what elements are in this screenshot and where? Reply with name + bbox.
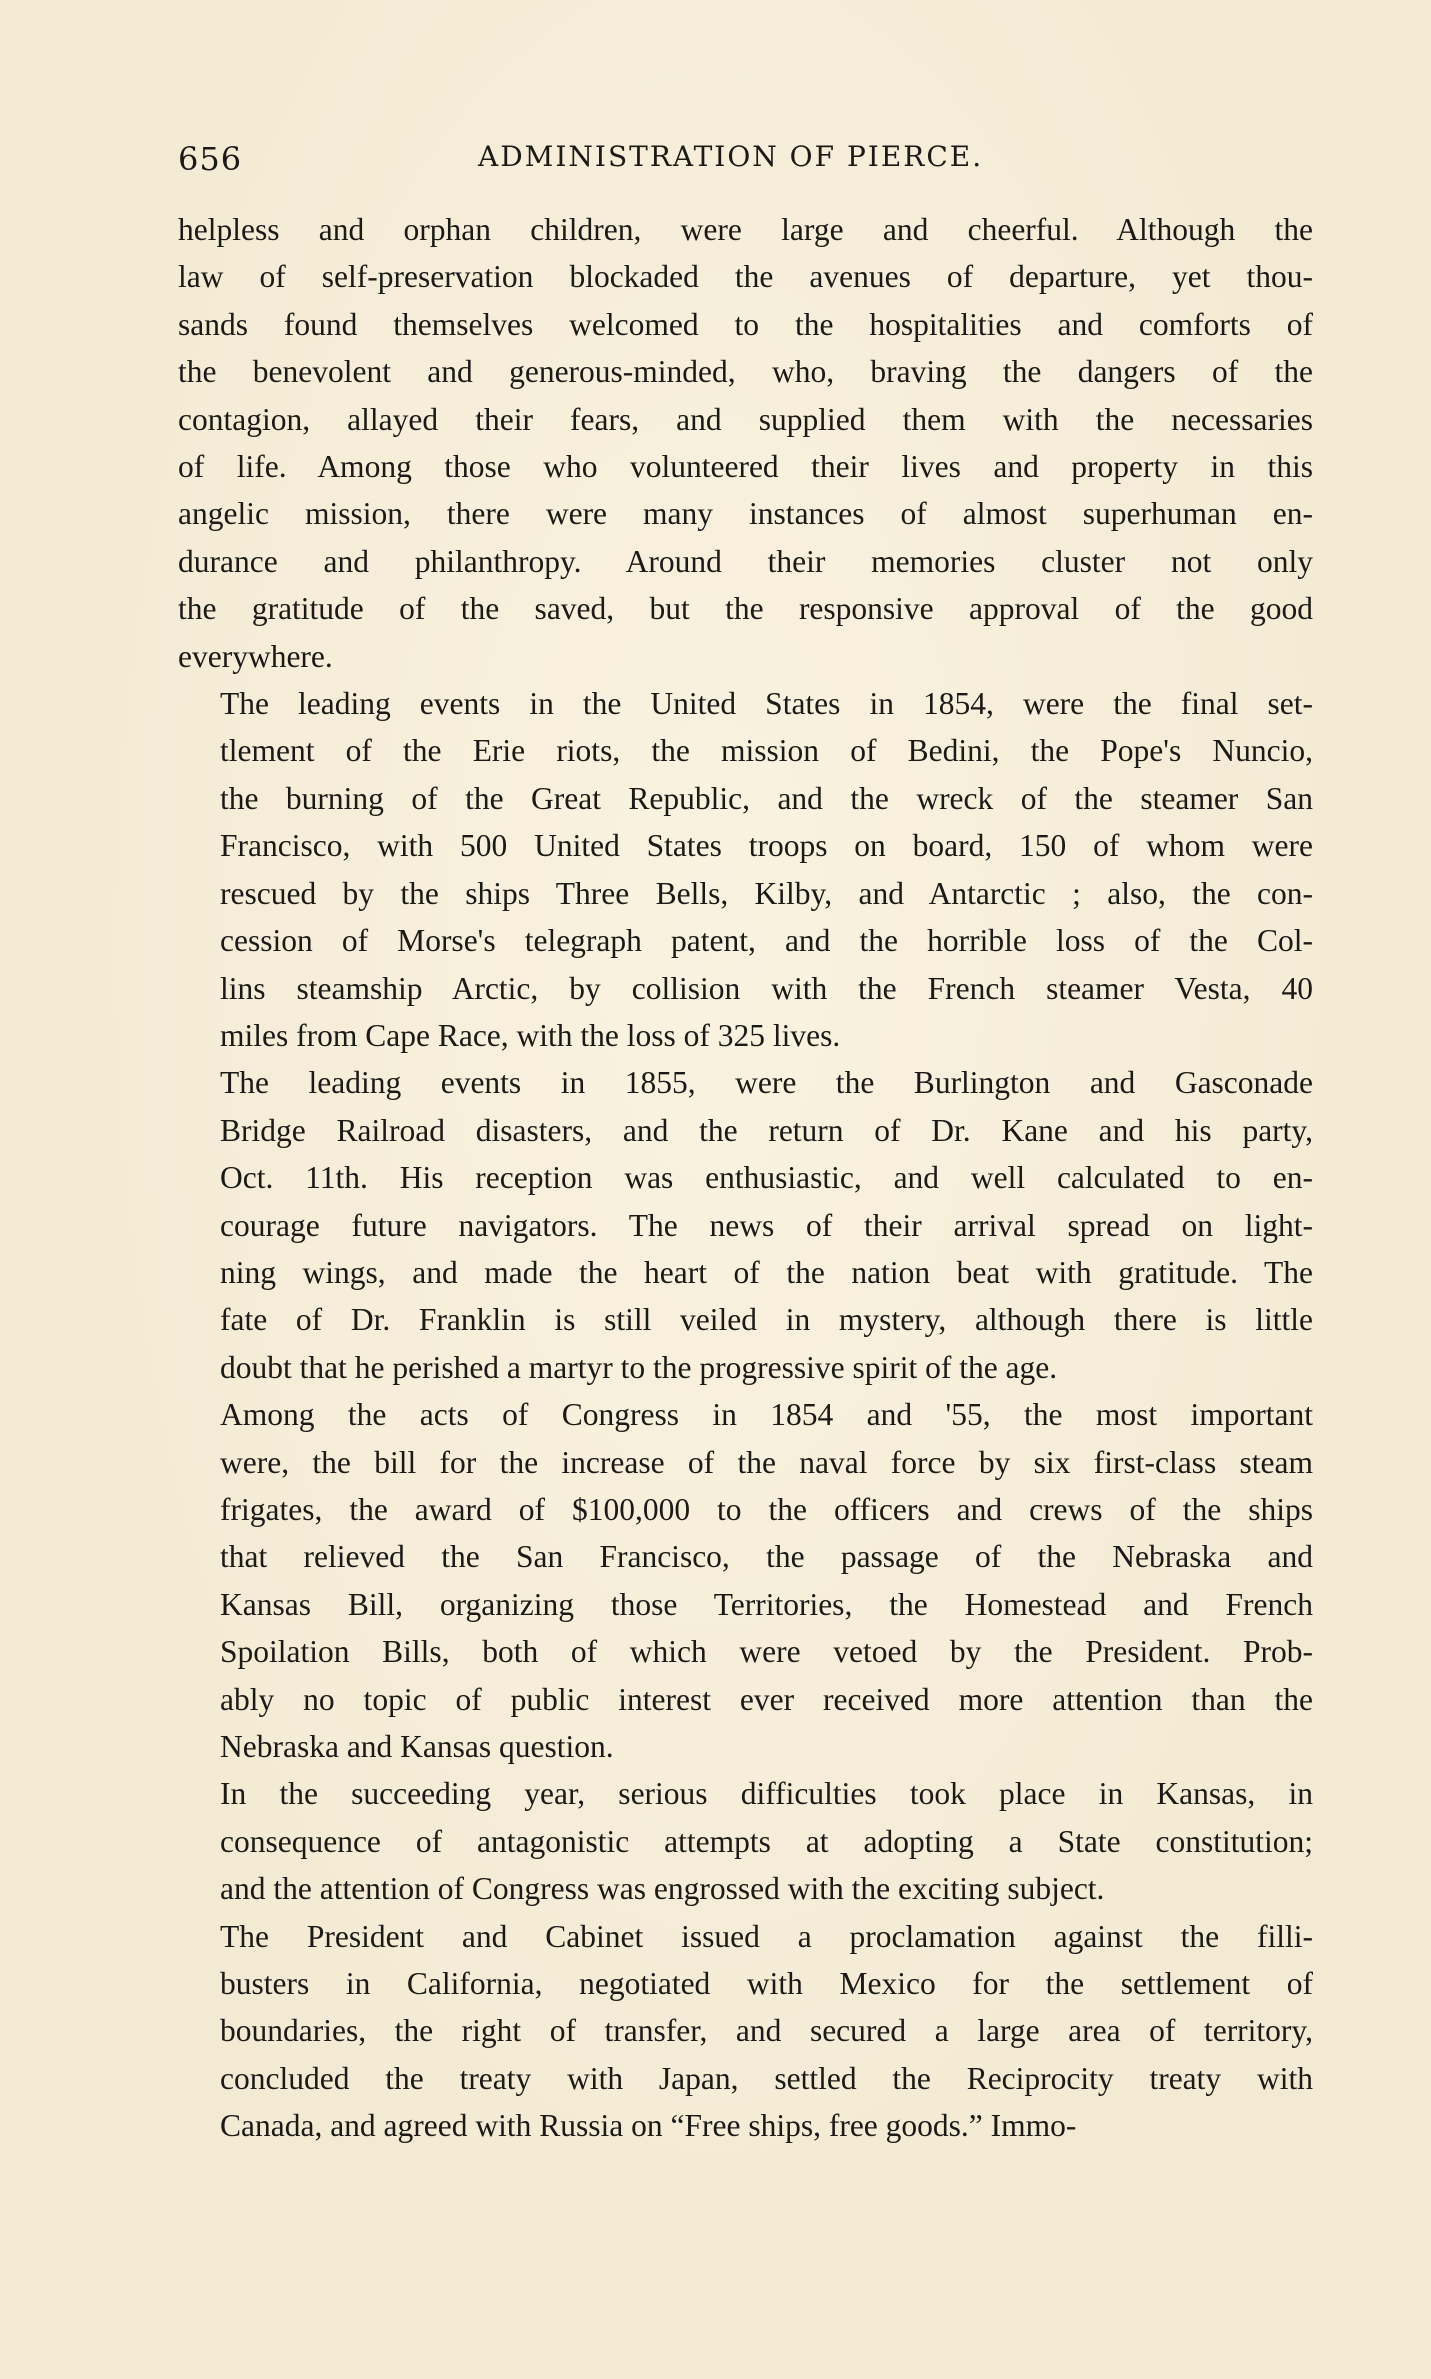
- paragraph: [178, 1913, 1313, 2150]
- text-line: fate of Dr. Franklin is still veiled in mystery, although there is little: [220, 1302, 1313, 1338]
- text-line: the burning of the Great Republic, and the wreck of the steamer San: [220, 780, 1313, 816]
- text-line: and the attention of Congress was engrossed with the exciting subject.: [220, 1871, 1105, 1907]
- text-line: cession of Morse's telegraph patent, and the horrible loss of the Col-: [220, 923, 1313, 959]
- text-line: consequence of antagonistic attempts at adopting a State constitution;: [220, 1823, 1313, 1859]
- text-line: Canada, and agreed with Russia on “Free ships, free goods.” Immo-: [220, 2108, 1077, 2144]
- text-line: were, the bill for the increase of the naval force by six first-class steam: [220, 1444, 1313, 1480]
- text-line: Spoilation Bills, both of which were vetoed by the President. Prob-: [220, 1634, 1313, 1670]
- running-head: ADMINISTRATION OF PIERCE.: [478, 140, 984, 173]
- paragraph: [178, 1770, 1313, 1912]
- text-line: durance and philanthropy. Around their memories cluster not only: [178, 543, 1313, 579]
- text-line: the gratitude of the saved, but the responsive approval of the good: [178, 591, 1313, 627]
- text-line: Nebraska and Kansas question.: [220, 1729, 614, 1764]
- page-header: [178, 140, 1313, 188]
- text-line: lins steamship Arctic, by collision with the French steamer Vesta, 40: [220, 970, 1313, 1006]
- text-line: that relieved the San Francisco, the passage of the Nebraska and: [220, 1539, 1313, 1575]
- text-line: In the succeeding year, serious difficulties took place in Kansas, in: [220, 1776, 1313, 1812]
- text-line: boundaries, the right of transfer, and secured a large area of territory,: [220, 2013, 1313, 2049]
- text-line: of life. Among those who volunteered their lives and property in this: [178, 449, 1313, 485]
- page-number: 656: [178, 140, 243, 178]
- text-line: The President and Cabinet issued a proclamation against the filli-: [220, 1918, 1313, 1954]
- paragraph: [178, 206, 1313, 680]
- text-line: busters in California, negotiated with Mexico for the settlement of: [220, 1966, 1313, 2002]
- text-line: doubt that he perished a martyr to the progressive spirit of the age.: [220, 1349, 1058, 1385]
- text-line: The leading events in 1855, were the Burlington and Gasconade: [220, 1065, 1313, 1101]
- paragraph: [178, 680, 1313, 1059]
- paragraph: [178, 1059, 1313, 1391]
- text-line: sands found themselves welcomed to the hospitalities and comforts of: [178, 306, 1313, 342]
- text-line: ably no topic of public interest ever received more attention than the: [220, 1681, 1313, 1717]
- text-line: Francisco, with 500 United States troops on board, 150 of whom were: [220, 828, 1313, 864]
- text-line: Kansas Bill, organizing those Territories, the Homestead and French: [220, 1586, 1313, 1622]
- text-line: ning wings, and made the heart of the nation beat with gratitude. The: [220, 1254, 1313, 1290]
- text-line: The leading events in the United States in 1854, were the final set-: [220, 686, 1313, 722]
- paragraph: [178, 1391, 1313, 1770]
- text-line: courage future navigators. The news of their arrival spread on light-: [220, 1207, 1313, 1243]
- text-line: concluded the treaty with Japan, settled the Reciprocity treaty with: [220, 2060, 1313, 2096]
- text-line: frigates, the award of $100,000 to the officers and crews of the ships: [220, 1491, 1313, 1527]
- body-text: [178, 206, 1313, 2150]
- text-line: angelic mission, there were many instances of almost superhuman en-: [178, 496, 1313, 532]
- text-line: Bridge Railroad disasters, and the return of Dr. Kane and his party,: [220, 1112, 1313, 1148]
- text-line: rescued by the ships Three Bells, Kilby, and Antarctic ; also, the con-: [220, 875, 1313, 911]
- text-line: law of self-preservation blockaded the avenues of departure, yet thou-: [178, 259, 1313, 295]
- text-line: everywhere.: [178, 638, 333, 674]
- text-line: the benevolent and generous-minded, who, braving the dangers of the: [178, 354, 1313, 390]
- text-line: helpless and orphan children, were large and cheerful. Although the: [178, 212, 1313, 247]
- text-line: contagion, allayed their fears, and supplied them with the necessaries: [178, 401, 1313, 437]
- text-line: tlement of the Erie riots, the mission of Bedini, the Pope's Nuncio,: [220, 733, 1313, 769]
- text-line: Oct. 11th. His reception was enthusiastic, and well calculated to en-: [220, 1160, 1313, 1196]
- text-line: Among the acts of Congress in 1854 and '55, the most important: [220, 1397, 1313, 1433]
- text-line: miles from Cape Race, with the loss of 325 lives.: [220, 1017, 841, 1053]
